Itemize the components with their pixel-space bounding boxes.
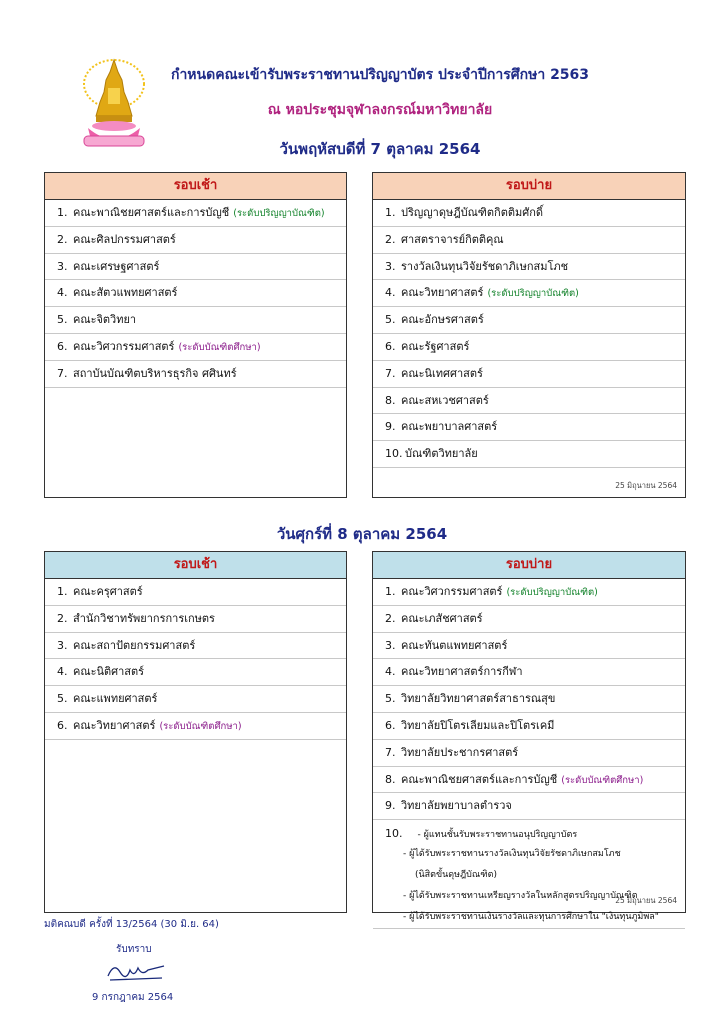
- item-name: บัณฑิตวิทยาลัย: [405, 447, 478, 461]
- date-stamp: 25 มิถุนายน 2564: [615, 896, 677, 905]
- item-name: ปริญญาดุษฎีบัณฑิตกิตติมศักดิ์: [401, 206, 544, 219]
- item-number: 3.: [385, 638, 396, 652]
- level-note: (ระดับบัณฑิตศึกษา): [159, 720, 242, 732]
- item-name: คณะนิติศาสตร์: [73, 665, 145, 679]
- level-note: (ระดับปริญญาบัณฑิต): [506, 587, 598, 598]
- level-note: (ระดับปริญญาบัณฑิต): [487, 288, 579, 300]
- list-item: [373, 659, 685, 686]
- day1-morning-table: [44, 172, 347, 498]
- day1-title: วันพฤหัสบดีที่ 7 ตุลาคม 2564: [279, 140, 481, 158]
- table-header: รอบบ่าย: [373, 552, 685, 579]
- item-name: คณะรัฐศาสตร์: [401, 339, 470, 353]
- item-name: คณะวิทยาศาสตร์: [73, 718, 156, 732]
- item-name: คณะพาณิชยศาสตร์และการบัญชี: [73, 206, 230, 219]
- day2-morning-table: [44, 551, 347, 913]
- item-number: 2.: [385, 611, 396, 625]
- sub-item: - ผู้แทนชั้นรับพระราชทานอนุปริญญาบัตร: [417, 830, 578, 841]
- item-number: 6.: [385, 718, 396, 732]
- list-item: [45, 200, 346, 227]
- item-name: วิทยาลัยประชากรศาสตร์: [401, 745, 519, 759]
- item-name: คณะสถาปัตยกรรมศาสตร์: [73, 638, 196, 652]
- item-name: คณะทันตแพทยศาสตร์: [401, 638, 508, 652]
- item-number: 2.: [57, 611, 68, 625]
- list-item: [45, 227, 346, 254]
- list-item: [373, 280, 685, 307]
- list-item: [45, 606, 346, 633]
- list-item: [45, 659, 346, 686]
- item-name: คณะพาณิชยศาสตร์และการบัญชี: [401, 772, 558, 786]
- item-number: 7.: [57, 366, 68, 380]
- item-10-block: [373, 820, 685, 929]
- item-number: 9.: [385, 420, 396, 434]
- list-item: [373, 200, 685, 227]
- item-number: 4.: [57, 665, 68, 679]
- list-item: [373, 579, 685, 606]
- item-name: คณะนิเทศศาสตร์: [401, 366, 483, 380]
- item-number: 9.: [385, 799, 396, 813]
- item-name: คณะสหเวชศาสตร์: [401, 393, 489, 407]
- sub-item: - ผู้ได้รับพระราชทานรางวัลเงินทุนวิจัยรัชดาภิเษกสมโภช: [403, 849, 621, 860]
- item-number: 10.: [385, 827, 403, 841]
- item-name: คณะวิศวกรรมศาสตร์: [73, 339, 175, 353]
- item-number: 1.: [57, 206, 68, 219]
- item-name: คณะครุศาสตร์: [73, 585, 143, 598]
- day2-afternoon-table: [372, 551, 686, 923]
- item-number: 6.: [57, 339, 68, 353]
- sub-item: (นิสิตขั้นดุษฎีบัณฑิต): [415, 870, 498, 881]
- item-name: สถาบันบัณฑิตบริหารธุรกิจ ศศินทร์: [73, 366, 237, 380]
- item-number: 8.: [385, 772, 396, 786]
- venue-subtitle: ณ หอประชุมจุฬาลงกรณ์มหาวิทยาลัย: [267, 102, 493, 118]
- page-title: กำหนดคณะเข้ารับพระราชทานปริญญาบัตร ประจำปีการศึกษา 2563: [170, 67, 590, 83]
- item-number: 7.: [385, 745, 396, 759]
- item-name: วิทยาลัยปิโตรเลียมและปิโตรเคมี: [401, 718, 555, 732]
- item-number: 5.: [385, 313, 396, 327]
- list-item: [373, 334, 685, 361]
- item-number: 5.: [57, 692, 68, 706]
- list-item: [45, 579, 346, 606]
- item-name: คณะจิตวิทยา: [73, 313, 137, 327]
- item-number: 10.: [385, 447, 403, 461]
- item-name: วิทยาลัยวิทยาศาสตร์สาธารณสุข: [401, 692, 556, 706]
- item-number: 5.: [385, 692, 396, 706]
- list-item: [373, 767, 685, 794]
- item-number: 7.: [385, 366, 396, 380]
- table-header: รอบเช้า: [45, 173, 346, 200]
- day1-afternoon-table: [372, 172, 686, 498]
- item-number: 1.: [385, 206, 396, 219]
- list-item: [373, 254, 685, 281]
- list-item: [45, 334, 346, 361]
- resolution-note: มติคณบดี ครั้งที่ 13/2564 (30 มิ.ย. 64): [44, 919, 219, 930]
- date-stamp: 25 มิถุนายน 2564: [615, 481, 677, 490]
- item-name: สำนักวิชาทรัพยากรการเกษตร: [73, 611, 215, 625]
- item-name: คณะวิศวกรรมศาสตร์: [401, 585, 503, 598]
- table-header: รอบเช้า: [45, 552, 346, 579]
- item-name: คณะพยาบาลศาสตร์: [401, 420, 498, 434]
- list-item: [45, 307, 346, 334]
- list-item: [373, 793, 685, 820]
- item-name: วิทยาลัยพยาบาลตำรวจ: [401, 799, 512, 813]
- item-number: 8.: [385, 393, 396, 407]
- item-name: คณะเภสัชศาสตร์: [401, 611, 483, 625]
- item-name: คณะวิทยาศาสตร์: [401, 286, 484, 300]
- item-number: 4.: [385, 665, 396, 679]
- item-number: 1.: [57, 585, 68, 598]
- table-header: รอบบ่าย: [373, 173, 685, 200]
- list-item: [373, 686, 685, 713]
- list-item: [373, 227, 685, 254]
- item-number: 2.: [57, 232, 68, 246]
- item-name: คณะศิลปกรรมศาสตร์: [73, 232, 176, 246]
- chula-crest-logo: [78, 58, 150, 156]
- list-item: [45, 633, 346, 660]
- ack-date: 9 กรกฎาคม 2564: [92, 992, 174, 1003]
- day2-title: วันศุกร์ที่ 8 ตุลาคม 2564: [276, 525, 448, 543]
- level-note: (ระดับบัณฑิตศึกษา): [561, 774, 644, 786]
- list-item: [45, 254, 346, 281]
- item-number: 3.: [385, 259, 396, 273]
- level-note: (ระดับบัณฑิตศึกษา): [178, 341, 261, 353]
- item-number: 6.: [57, 718, 68, 732]
- sub-item: - ผู้ได้รับพระราชทานเหรียญรางวัลในหลักสูตรปริญญาบัณฑิต: [403, 891, 638, 902]
- list-item: [373, 388, 685, 415]
- list-item: [45, 686, 346, 713]
- list-item: [373, 361, 685, 388]
- item-name: ศาสตราจารย์กิตติคุณ: [401, 232, 504, 246]
- list-item: [45, 280, 346, 307]
- signature: [104, 958, 168, 984]
- item-number: 3.: [57, 259, 68, 273]
- item-number: 4.: [57, 286, 68, 300]
- item-name: คณะอักษรศาสตร์: [401, 313, 484, 327]
- level-note: (ระดับปริญญาบัณฑิต): [233, 208, 325, 219]
- list-item: [373, 441, 685, 468]
- list-item: [373, 414, 685, 441]
- list-item: [373, 740, 685, 767]
- item-name: คณะสัตวแพทยศาสตร์: [73, 286, 178, 300]
- item-number: 5.: [57, 313, 68, 327]
- sub-item: - ผู้ได้รับพระราชทานเงินรางวัลและทุนการศึกษาใน "เงินทุนภูมิพล": [403, 912, 659, 923]
- item-number: 4.: [385, 286, 396, 300]
- item-name: รางวัลเงินทุนวิจัยรัชดาภิเษกสมโภช: [401, 259, 569, 273]
- acknowledged-label: รับทราบ: [116, 944, 152, 955]
- list-item: [373, 633, 685, 660]
- list-item: [373, 606, 685, 633]
- item-name: คณะแพทยศาสตร์: [73, 692, 158, 706]
- list-item: [45, 713, 346, 740]
- list-item: [45, 361, 346, 388]
- item-number: 1.: [385, 585, 396, 598]
- item-name: คณะเศรษฐศาสตร์: [73, 259, 160, 273]
- list-item: [373, 713, 685, 740]
- item-name: คณะวิทยาศาสตร์การกีฬา: [401, 665, 523, 679]
- list-item: [373, 307, 685, 334]
- item-number: 2.: [385, 232, 396, 246]
- item-number: 6.: [385, 339, 396, 353]
- item-number: 3.: [57, 638, 68, 652]
